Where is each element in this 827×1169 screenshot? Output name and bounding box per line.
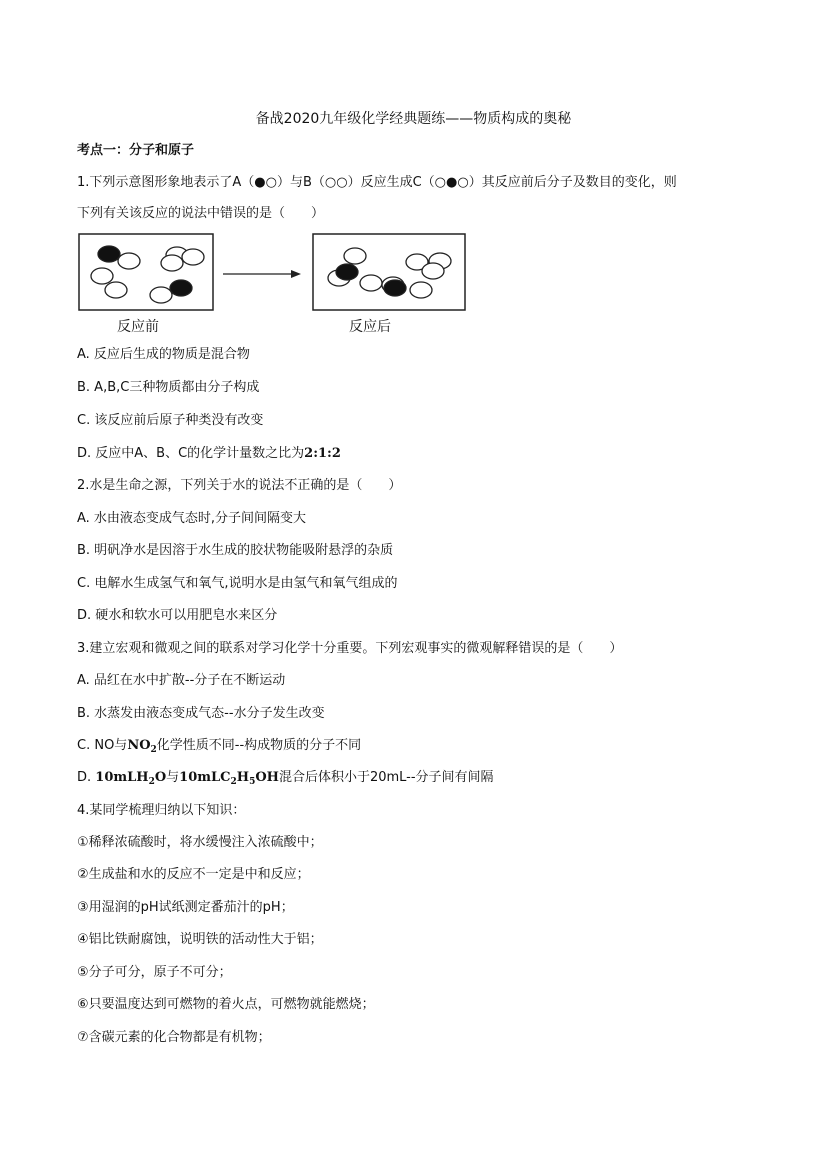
q4-item-3: ③用湿润的pH试纸测定番茄汁的pH； xyxy=(77,900,294,915)
atom-black xyxy=(336,264,358,280)
q4-stem: 4.某同学梳理归纳以下知识： xyxy=(77,803,246,818)
q3-option-d xyxy=(77,769,494,791)
atom-white xyxy=(161,255,183,271)
q3-option-b: B. 水蒸发由液态变成气态--水分子发生改变 xyxy=(77,706,325,721)
q1-option-d xyxy=(77,445,341,463)
reaction-figure xyxy=(77,232,467,337)
page-title: 备战2020九年级化学经典题练——物质构成的奥秘 xyxy=(255,111,572,127)
ethanol-sub2: 5 xyxy=(249,777,256,787)
no2-main: NO xyxy=(127,738,151,753)
q1-stem-line2: 下列有关该反应的说法中错误的是（ ） xyxy=(77,206,325,221)
q1-option-c: C. 该反应前后原子种类没有改变 xyxy=(77,413,264,428)
section-heading: 考点一：分子和原子 xyxy=(77,143,195,158)
q3-option-a: A. 品红在水中扩散--分子在不断运动 xyxy=(77,673,286,688)
q4-item-4: ④铝比铁耐腐蚀，说明铁的活动性大于铝； xyxy=(77,932,323,947)
q3-option-d-suffix: 混合后体积小于20mL--分子间有间隔 xyxy=(278,770,494,785)
q3-option-c-prefix: C. NO与 xyxy=(77,738,128,753)
q1-stem-line1: 1.下列示意图形象地表示了A（●○）与B（○○）反应生成C（○●○）其反应前后分子及数目的变化，则 xyxy=(77,175,677,190)
q1-option-b: B. A,B,C三种物质都由分子构成 xyxy=(77,380,260,395)
water-part1: 10mLH xyxy=(95,770,149,785)
q4-item-1: ①稀释浓硫酸时，将水缓慢注入浓硫酸中； xyxy=(77,835,323,850)
q2-option-b: B. 明矾净水是因溶于水生成的胶状物能吸附悬浮的杂质 xyxy=(77,543,394,558)
q3-option-c-suffix: 化学性质不同--构成物质的分子不同 xyxy=(156,738,362,753)
reaction-diagram xyxy=(77,232,467,312)
q2-option-a: A. 水由液态变成气态时,分子间间隔变大 xyxy=(77,511,307,526)
q4-item-2: ②生成盐和水的反应不一定是中和反应； xyxy=(77,867,310,882)
atom-white xyxy=(410,282,432,298)
atom-black xyxy=(170,280,192,296)
water-sub: 2 xyxy=(148,777,155,787)
ethanol-part3: OH xyxy=(255,770,279,785)
q2-option-d: D. 硬水和软水可以用肥皂水来区分 xyxy=(77,608,278,623)
atom-white xyxy=(360,275,382,291)
q2-option-c: C. 电解水生成氢气和氧气,说明水是由氢气和氧气组成的 xyxy=(77,576,398,591)
q4-item-5: ⑤分子可分，原子不可分； xyxy=(77,965,232,980)
atom-white xyxy=(344,248,366,264)
q3-option-d-mid: 与 xyxy=(166,770,180,785)
ethanol-sub1: 2 xyxy=(230,777,237,787)
ethanol-part1: 10mLC xyxy=(179,770,231,785)
q4-item-6: ⑥只要温度达到可燃物的着火点，可燃物就能燃烧； xyxy=(77,997,375,1012)
atom-white xyxy=(182,249,204,265)
atom-white xyxy=(150,287,172,303)
atom-black xyxy=(384,280,406,296)
water-formula xyxy=(95,770,166,785)
no2-formula xyxy=(127,738,156,753)
q2-stem: 2.水是生命之源，下列关于水的说法不正确的是（ ） xyxy=(77,478,402,493)
ethanol-part2: H xyxy=(236,770,250,785)
ratio-formula: 2:1:2 xyxy=(304,446,341,461)
ethanol-formula xyxy=(179,770,279,785)
before-label: 反应前 xyxy=(117,319,159,335)
q4-item-7: ⑦含碳元素的化合物都是有机物； xyxy=(77,1030,271,1045)
q1-option-a: A. 反应后生成的物质是混合物 xyxy=(77,347,250,362)
atom-white xyxy=(118,253,140,269)
after-label: 反应后 xyxy=(349,319,391,335)
q3-option-d-prefix: D. xyxy=(77,770,96,785)
q1-option-d-text: D. 反应中A、B、C的化学计量数之比为 xyxy=(77,446,305,461)
atom-white xyxy=(105,282,127,298)
water-part2: O xyxy=(154,770,167,785)
atom-white xyxy=(422,263,444,279)
atom-black xyxy=(98,246,120,262)
arrow-head xyxy=(291,270,301,278)
atom-white xyxy=(91,268,113,284)
q3-option-c xyxy=(77,737,361,759)
q3-stem: 3.建立宏观和微观之间的联系对学习化学十分重要。下列宏观事实的微观解释错误的是（ ） xyxy=(77,641,623,656)
no2-sub: 2 xyxy=(150,745,157,755)
